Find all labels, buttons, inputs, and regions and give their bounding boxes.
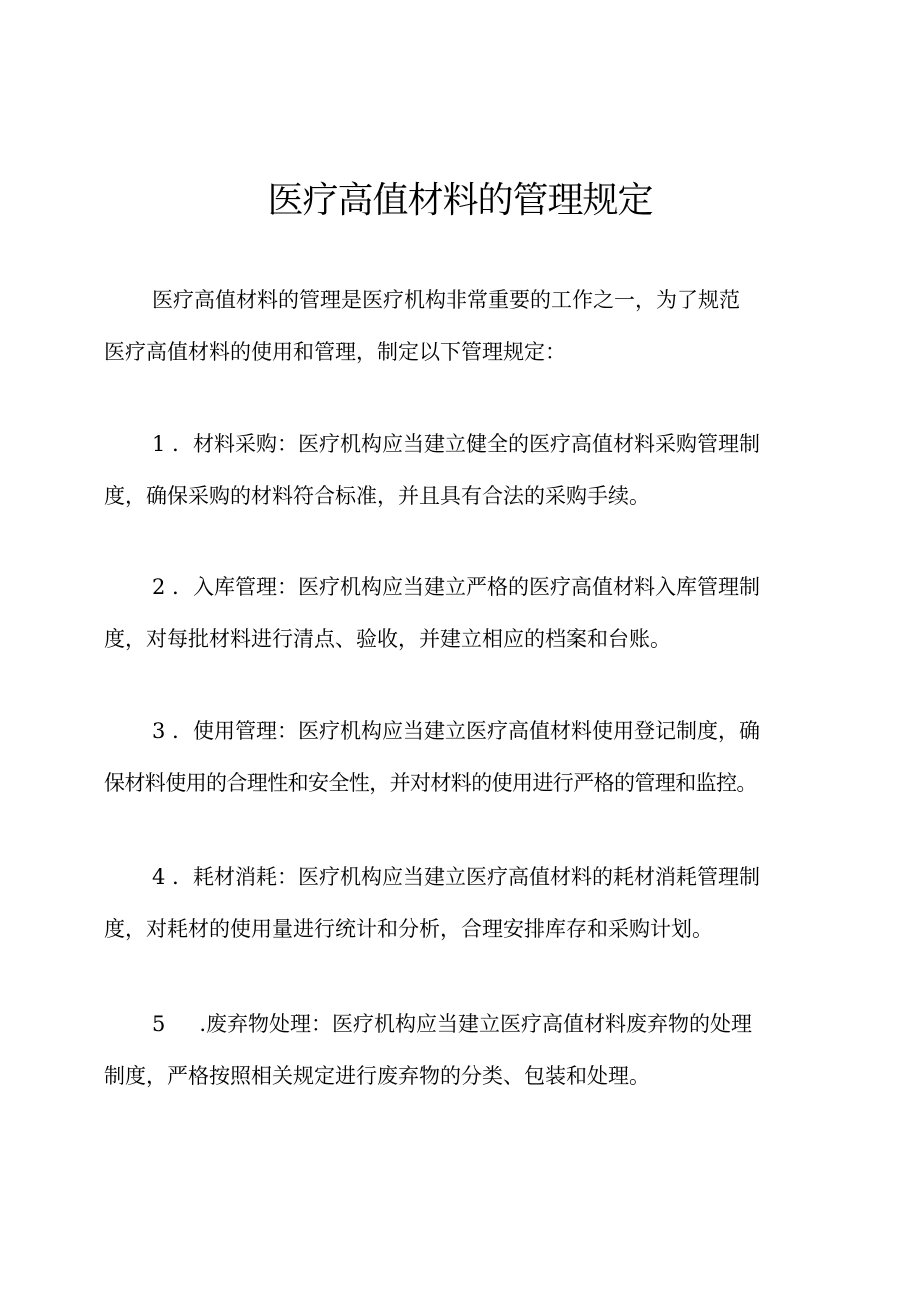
item-3-text-1: ．使用管理：医疗机构应当建立医疗高值材料使用登记制度，确 [172, 719, 761, 743]
item-4-line-2: 度，对耗材的使用量进行统计和分析，合理安排库存和采购计划。 [104, 917, 713, 941]
item-1-line-1 [104, 418, 824, 470]
item-2-line-2: 度，对每批材料进行清点、验收，并建立相应的档案和台账。 [104, 627, 671, 651]
item-4-line-1 [104, 851, 824, 903]
item-1-paragraph [104, 418, 824, 522]
intro-line-2: 医疗高值材料的使用和管理，制定以下管理规定： [104, 340, 566, 364]
item-2-line-1 [104, 561, 824, 613]
item-2-text-1: ．入库管理：医疗机构应当建立严格的医疗高值材料入库管理制 [172, 575, 761, 599]
item-1-line-2: 度，确保采购的材料符合标准，并且具有合法的采购手续。 [104, 484, 650, 508]
item-3-line-1 [104, 705, 824, 757]
document-title: 医疗高值材料的管理规定 [267, 180, 653, 221]
item-5-number: 5 [152, 1012, 166, 1036]
intro-paragraph [104, 274, 824, 378]
item-3-line-2: 保材料使用的合理性和安全性，并对材料的使用进行严格的管理和监控。 [104, 771, 757, 795]
item-5-line-1 [104, 998, 824, 1050]
item-1-number: 1 [152, 432, 166, 456]
item-5-paragraph [104, 998, 824, 1102]
intro-line-1: 医疗高值材料的管理是医疗机构非常重要的工作之一，为了规范 [152, 288, 740, 312]
item-5-text-1: .废弃物处理：医疗机构应当建立医疗高值材料废弃物的处理 [199, 1012, 753, 1036]
item-2-paragraph [104, 561, 824, 665]
item-5-line-2: 制度，严格按照相关规定进行废弃物的分类、包装和处理。 [104, 1064, 650, 1088]
item-4-number: 4 [152, 865, 166, 889]
item-4-paragraph [104, 851, 824, 955]
item-2-number: 2 [152, 575, 166, 599]
item-4-text-1: ．耗材消耗：医疗机构应当建立医疗高值材料的耗材消耗管理制 [172, 865, 761, 889]
item-3-paragraph [104, 705, 824, 809]
item-3-number: 3 [152, 719, 166, 743]
item-1-text-1: ．材料采购：医疗机构应当建立健全的医疗高值材料采购管理制 [172, 432, 761, 456]
